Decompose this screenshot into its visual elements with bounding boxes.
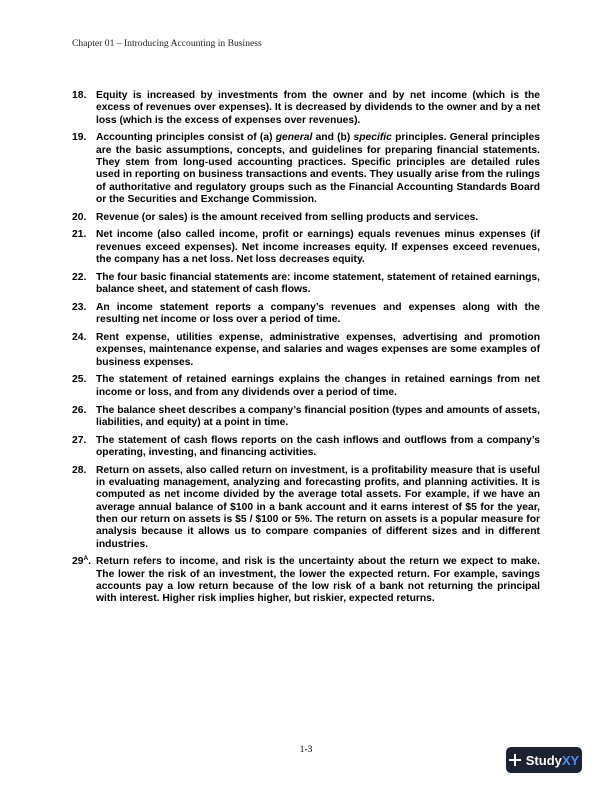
studyxy-logo-badge[interactable]: [506, 747, 582, 773]
item-number-dot: .: [88, 556, 92, 568]
questions-list: [72, 90, 540, 611]
page-number: 1-3: [299, 744, 313, 755]
item-number: 18.: [72, 90, 87, 101]
item-text: Return on assets, also called return on investment, is a profitability measure that is useful in evaluating management, analyzing and forecasting profits, and planning activities. It is computed as net income divided by the average total assets. For example, if we have an average annual balance of $100 in a bank account and it earns interest of $5 for the year, then our return on assets is $5 / $100 or 5%. The return on assets is a popular measure for analysis because it allows us to compare companies of different sizes and in different industries.: [96, 464, 540, 550]
emphasis-general: general: [275, 132, 313, 144]
item-text: An income statement reports a company’s revenues and expenses along with the resulting net income or loss over a period of time.: [96, 301, 540, 326]
item-number: 23.: [72, 301, 87, 313]
item-text: The statement of cash flows reports on the cash inflows and outflows from a company’s operating, investing, and financing activities.: [96, 434, 540, 458]
item-text: Rent expense, utilities expense, administrative expenses, advertising and promotion expenses, maintenance expense, and salaries and wages expenses are some examples of business expenses.: [96, 332, 540, 368]
item-text: The four basic financial statements are: income statement, statement of retained earnings, balance sheet, and statement of cash flows.: [96, 271, 540, 296]
badge-text: [526, 753, 579, 768]
list-item-25: [72, 374, 540, 399]
item-number: 24.: [72, 332, 87, 344]
list-item-24: [72, 332, 540, 369]
chapter-header: Chapter 01 – Introducing Accounting in Business: [72, 38, 262, 49]
item-number: 28.: [72, 464, 87, 476]
item-number: 20.: [72, 211, 87, 223]
item-text-part: and (b): [312, 132, 354, 144]
plus-icon: [509, 754, 521, 766]
brand-xy-text: XY: [561, 752, 580, 768]
item-number: 26.: [72, 404, 87, 416]
brand-study-text: Study: [525, 752, 562, 768]
list-item-23: [72, 302, 540, 327]
item-text: Net income (also called income, profit or earnings) equals revenues minus expenses (if revenues exceed expenses). Net income increases equity. If expenses exceed revenues, the company has a net loss. Net loss decreases equity.: [96, 229, 540, 266]
item-number: 27.: [72, 434, 87, 446]
item-text: Equity is increased by investments from the owner and by net income (which is the excess of revenues over expenses). It is decreased by dividends to the owner and by a net loss (which is the excess of expenses over revenues).: [96, 90, 540, 126]
list-item-27: [72, 435, 540, 460]
item-text: [96, 132, 540, 206]
list-item-29a: [72, 556, 540, 605]
item-text-part: Accounting principles consist of (a): [96, 132, 276, 144]
list-item-19: [72, 132, 540, 206]
item-number: 25.: [72, 374, 87, 386]
item-number-superscript: A: [83, 555, 89, 563]
item-text-part: principles. General principles are the basic assumptions, concepts, and guidelines for preparing financial statements. They stem from long-used accounting practices. Specific principles are detailed rules used in reporting on business transactions and events. They usually arise from the rulings of authoritative and regulatory groups such as the Financial Accounting Standards Board or the Securities and Exchange Commission.: [96, 132, 541, 205]
item-text: Revenue (or sales) is the amount received from selling products and services.: [96, 211, 479, 223]
list-item-22: [72, 272, 540, 297]
item-number: 21.: [72, 229, 87, 241]
list-item-28: [72, 465, 540, 551]
item-text: The balance sheet describes a company’s financial position (types and amounts of assets, liabilities, and equity) at a point in time.: [96, 404, 540, 428]
item-number: 22.: [72, 271, 87, 283]
emphasis-specific: specific: [353, 132, 392, 144]
list-item-21: [72, 229, 540, 266]
item-text: The statement of retained earnings explains the changes in retained earnings from net income or loss, and from any dividends over a period of time.: [96, 374, 540, 398]
item-number: 19.: [72, 132, 87, 144]
item-number: [72, 556, 91, 568]
list-item-26: [72, 405, 540, 430]
item-text: Return refers to income, and risk is the uncertainty about the return we expect to make. The lower the risk of an investment, the lower the expected return. For example, savings accounts pay a low return because of the low risk of a bank not returning the principal with interest. Higher risk implies higher, but riskier, expected returns.: [96, 556, 540, 605]
list-item-20: [72, 212, 540, 224]
list-item-18: [72, 90, 540, 127]
item-number-main: 29: [72, 556, 84, 568]
